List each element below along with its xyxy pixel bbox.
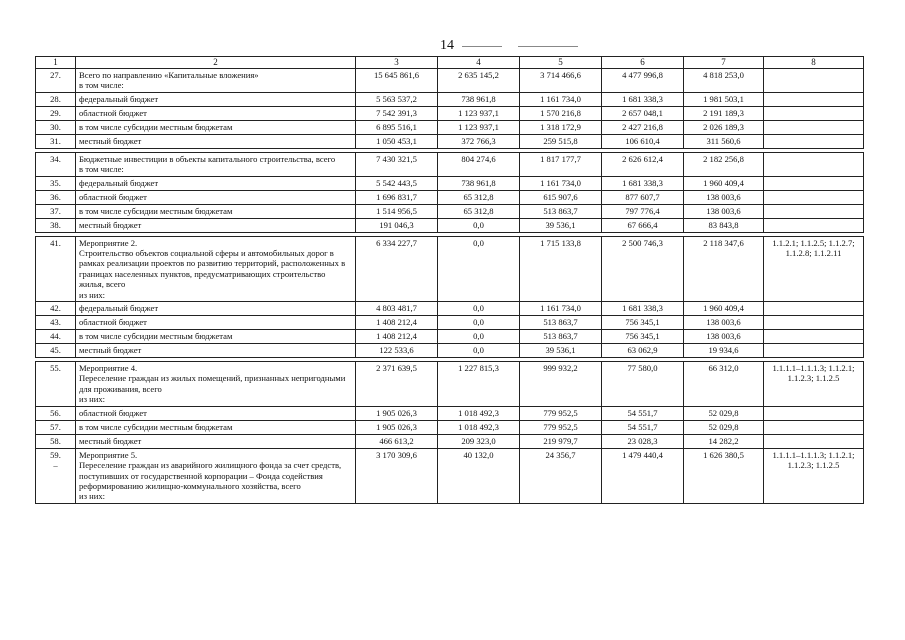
target-indicator-ref: 1.1.1.1–1.1.1.3; 1.1.2.1; 1.1.2.3; 1.1.2.5 xyxy=(764,448,864,503)
amount-cell: 40 132,0 xyxy=(438,448,520,503)
amount-cell: 1 626 380,5 xyxy=(684,448,764,503)
amount-cell: 738 961,8 xyxy=(438,92,520,106)
amount-cell: 219 979,7 xyxy=(520,434,602,448)
amount-cell: 1 018 492,3 xyxy=(438,420,520,434)
target-indicator-ref xyxy=(764,218,864,232)
scan-artifact xyxy=(518,46,578,47)
amount-cell: 999 932,2 xyxy=(520,362,602,407)
amount-cell: 2 182 256,8 xyxy=(684,152,764,176)
target-indicator-ref xyxy=(764,106,864,120)
table-row xyxy=(36,218,864,232)
amount-cell: 1 960 409,4 xyxy=(684,176,764,190)
amount-cell: 2 026 189,3 xyxy=(684,120,764,134)
amount-cell: 6 334 227,7 xyxy=(356,236,438,301)
column-number: 7 xyxy=(684,57,764,69)
page-number: 14 xyxy=(440,38,454,53)
budget-table-sheet xyxy=(35,56,864,504)
target-indicator-ref: 1.1.1.1–1.1.1.3; 1.1.2.1; 1.1.2.3; 1.1.2.5 xyxy=(764,362,864,407)
amount-cell: 5 542 443,5 xyxy=(356,176,438,190)
row-number: 57. xyxy=(36,420,76,434)
table-row xyxy=(36,344,864,358)
amount-cell: 1 479 440,4 xyxy=(602,448,684,503)
row-label: областной бюджет xyxy=(76,406,356,420)
amount-cell: 191 046,3 xyxy=(356,218,438,232)
amount-cell: 65 312,8 xyxy=(438,204,520,218)
amount-cell: 138 003,6 xyxy=(684,190,764,204)
column-number: 8 xyxy=(764,57,864,69)
amount-cell: 2 657 048,1 xyxy=(602,106,684,120)
target-indicator-ref xyxy=(764,69,864,93)
amount-cell: 65 312,8 xyxy=(438,190,520,204)
amount-cell: 2 635 145,2 xyxy=(438,69,520,93)
amount-cell: 1 715 133,8 xyxy=(520,236,602,301)
amount-cell: 83 843,8 xyxy=(684,218,764,232)
row-label: в том числе субсидии местным бюджетам xyxy=(76,420,356,434)
amount-cell: 738 961,8 xyxy=(438,176,520,190)
row-label: Бюджетные инвестиции в объекты капитального строительства, всего в том числе: xyxy=(76,152,356,176)
amount-cell: 5 563 537,2 xyxy=(356,92,438,106)
column-number: 3 xyxy=(356,57,438,69)
row-label: местный бюджет xyxy=(76,434,356,448)
row-number: 55. xyxy=(36,362,76,407)
amount-cell: 0,0 xyxy=(438,218,520,232)
row-label: Всего по направлению «Капитальные вложения» в том числе: xyxy=(76,69,356,93)
amount-cell: 756 345,1 xyxy=(602,316,684,330)
target-indicator-ref xyxy=(764,420,864,434)
row-label: в том числе субсидии местным бюджетам xyxy=(76,204,356,218)
table-row xyxy=(36,362,864,407)
amount-cell: 1 514 956,5 xyxy=(356,204,438,218)
row-label: Мероприятие 4. Переселение граждан из жилых помещений, признанных непригодными для проживания, всего из них: xyxy=(76,362,356,407)
row-number: 36. xyxy=(36,190,76,204)
column-number: 2 xyxy=(76,57,356,69)
amount-cell: 797 776,4 xyxy=(602,204,684,218)
amount-cell: 1 681 338,3 xyxy=(602,302,684,316)
target-indicator-ref xyxy=(764,176,864,190)
row-number: 43. xyxy=(36,316,76,330)
table-row xyxy=(36,92,864,106)
table-row xyxy=(36,236,864,301)
row-label: областной бюджет xyxy=(76,106,356,120)
scan-artifact xyxy=(462,46,502,47)
row-number: 41. xyxy=(36,236,76,301)
column-number: 6 xyxy=(602,57,684,69)
amount-cell: 877 607,7 xyxy=(602,190,684,204)
amount-cell: 1 050 453,1 xyxy=(356,134,438,148)
budget-table xyxy=(35,56,864,504)
amount-cell: 779 952,5 xyxy=(520,420,602,434)
row-number: 35. xyxy=(36,176,76,190)
amount-cell: 66 312,0 xyxy=(684,362,764,407)
table-row xyxy=(36,316,864,330)
row-number: 56. xyxy=(36,406,76,420)
table-row xyxy=(36,204,864,218)
row-number: 38. xyxy=(36,218,76,232)
amount-cell: 1 570 216,8 xyxy=(520,106,602,120)
amount-cell: 615 907,6 xyxy=(520,190,602,204)
row-label: федеральный бюджет xyxy=(76,176,356,190)
table-row xyxy=(36,152,864,176)
amount-cell: 1 681 338,3 xyxy=(602,176,684,190)
amount-cell: 1 227 815,3 xyxy=(438,362,520,407)
table-row xyxy=(36,434,864,448)
amount-cell: 804 274,6 xyxy=(438,152,520,176)
amount-cell: 1 318 172,9 xyxy=(520,120,602,134)
amount-cell: 138 003,6 xyxy=(684,204,764,218)
amount-cell: 2 427 216,8 xyxy=(602,120,684,134)
amount-cell: 1 817 177,7 xyxy=(520,152,602,176)
amount-cell: 2 118 347,6 xyxy=(684,236,764,301)
target-indicator-ref xyxy=(764,302,864,316)
target-indicator-ref xyxy=(764,344,864,358)
column-number: 1 xyxy=(36,57,76,69)
target-indicator-ref xyxy=(764,152,864,176)
row-label: в том числе субсидии местным бюджетам xyxy=(76,120,356,134)
column-number: 4 xyxy=(438,57,520,69)
amount-cell: 2 500 746,3 xyxy=(602,236,684,301)
amount-cell: 2 371 639,5 xyxy=(356,362,438,407)
amount-cell: 4 818 253,0 xyxy=(684,69,764,93)
amount-cell: 52 029,8 xyxy=(684,406,764,420)
amount-cell: 63 062,9 xyxy=(602,344,684,358)
amount-cell: 122 533,6 xyxy=(356,344,438,358)
amount-cell: 0,0 xyxy=(438,330,520,344)
row-number: 42. xyxy=(36,302,76,316)
table-row xyxy=(36,330,864,344)
amount-cell: 1 696 831,7 xyxy=(356,190,438,204)
column-number-row xyxy=(36,57,864,69)
row-number: 37. xyxy=(36,204,76,218)
amount-cell: 138 003,6 xyxy=(684,330,764,344)
table-row xyxy=(36,448,864,503)
column-number: 5 xyxy=(520,57,602,69)
target-indicator-ref xyxy=(764,330,864,344)
amount-cell: 1 123 937,1 xyxy=(438,120,520,134)
table-row xyxy=(36,406,864,420)
target-indicator-ref xyxy=(764,120,864,134)
amount-cell: 15 645 861,6 xyxy=(356,69,438,93)
row-number: 58. xyxy=(36,434,76,448)
amount-cell: 756 345,1 xyxy=(602,330,684,344)
amount-cell: 1 681 338,3 xyxy=(602,92,684,106)
amount-cell: 39 536,1 xyxy=(520,344,602,358)
target-indicator-ref xyxy=(764,316,864,330)
amount-cell: 77 580,0 xyxy=(602,362,684,407)
amount-cell: 14 282,2 xyxy=(684,434,764,448)
amount-cell: 311 560,6 xyxy=(684,134,764,148)
amount-cell: 54 551,7 xyxy=(602,420,684,434)
row-number: 30. xyxy=(36,120,76,134)
amount-cell: 106 610,4 xyxy=(602,134,684,148)
amount-cell: 6 895 516,1 xyxy=(356,120,438,134)
table-row xyxy=(36,134,864,148)
amount-cell: 52 029,8 xyxy=(684,420,764,434)
amount-cell: 4 477 996,8 xyxy=(602,69,684,93)
amount-cell: 2 191 189,3 xyxy=(684,106,764,120)
amount-cell: 1 161 734,0 xyxy=(520,302,602,316)
amount-cell: 466 613,2 xyxy=(356,434,438,448)
row-label: местный бюджет xyxy=(76,134,356,148)
table-row xyxy=(36,176,864,190)
amount-cell: 1 408 212,4 xyxy=(356,330,438,344)
amount-cell: 209 323,0 xyxy=(438,434,520,448)
target-indicator-ref: 1.1.2.1; 1.1.2.5; 1.1.2.7; 1.1.2.8; 1.1.2.11 xyxy=(764,236,864,301)
amount-cell: 0,0 xyxy=(438,316,520,330)
amount-cell: 513 863,7 xyxy=(520,316,602,330)
row-label: местный бюджет xyxy=(76,344,356,358)
target-indicator-ref xyxy=(764,92,864,106)
amount-cell: 23 028,3 xyxy=(602,434,684,448)
row-label: Мероприятие 5. Переселение граждан из аварийного жилищного фонда за счет средств, поступивших от государственной корпорации – Фонда содействия реформированию жилищно-коммунального хозяйства, всего из них: xyxy=(76,448,356,503)
amount-cell: 0,0 xyxy=(438,344,520,358)
table-row xyxy=(36,69,864,93)
amount-cell: 513 863,7 xyxy=(520,204,602,218)
row-number: 44. xyxy=(36,330,76,344)
amount-cell: 67 666,4 xyxy=(602,218,684,232)
amount-cell: 513 863,7 xyxy=(520,330,602,344)
amount-cell: 54 551,7 xyxy=(602,406,684,420)
amount-cell: 24 356,7 xyxy=(520,448,602,503)
amount-cell: 372 766,3 xyxy=(438,134,520,148)
amount-cell: 1 981 503,1 xyxy=(684,92,764,106)
amount-cell: 1 905 026,3 xyxy=(356,420,438,434)
amount-cell: 1 161 734,0 xyxy=(520,92,602,106)
row-number: 27. xyxy=(36,69,76,93)
row-label: областной бюджет xyxy=(76,190,356,204)
amount-cell: 1 161 734,0 xyxy=(520,176,602,190)
table-row xyxy=(36,420,864,434)
amount-cell: 779 952,5 xyxy=(520,406,602,420)
row-label: областной бюджет xyxy=(76,316,356,330)
row-label: в том числе субсидии местным бюджетам xyxy=(76,330,356,344)
row-number: 29. xyxy=(36,106,76,120)
target-indicator-ref xyxy=(764,134,864,148)
amount-cell: 7 542 391,3 xyxy=(356,106,438,120)
table-row xyxy=(36,190,864,204)
amount-cell: 0,0 xyxy=(438,302,520,316)
target-indicator-ref xyxy=(764,406,864,420)
amount-cell: 2 626 612,4 xyxy=(602,152,684,176)
amount-cell: 1 123 937,1 xyxy=(438,106,520,120)
amount-cell: 1 960 409,4 xyxy=(684,302,764,316)
amount-cell: 138 003,6 xyxy=(684,316,764,330)
amount-cell: 19 934,6 xyxy=(684,344,764,358)
table-row xyxy=(36,106,864,120)
amount-cell: 3 714 466,6 xyxy=(520,69,602,93)
row-number: 28. xyxy=(36,92,76,106)
amount-cell: 0,0 xyxy=(438,236,520,301)
row-number: 34. xyxy=(36,152,76,176)
amount-cell: 259 515,8 xyxy=(520,134,602,148)
table-row xyxy=(36,120,864,134)
amount-cell: 4 803 481,7 xyxy=(356,302,438,316)
row-label: федеральный бюджет xyxy=(76,92,356,106)
amount-cell: 1 408 212,4 xyxy=(356,316,438,330)
amount-cell: 3 170 309,6 xyxy=(356,448,438,503)
target-indicator-ref xyxy=(764,434,864,448)
table-row xyxy=(36,302,864,316)
row-label: Мероприятие 2. Строительство объектов социальной сферы и автомобильных дорог в рамках реализации проектов по развитию территорий, расположенных в границах населенных пунктов, предусматривающих строительство жилья, всего из них: xyxy=(76,236,356,301)
row-number: 45. xyxy=(36,344,76,358)
amount-cell: 7 430 321,5 xyxy=(356,152,438,176)
amount-cell: 39 536,1 xyxy=(520,218,602,232)
target-indicator-ref xyxy=(764,204,864,218)
row-label: местный бюджет xyxy=(76,218,356,232)
row-label: федеральный бюджет xyxy=(76,302,356,316)
row-number: 59. – xyxy=(36,448,76,503)
amount-cell: 1 905 026,3 xyxy=(356,406,438,420)
row-number: 31. xyxy=(36,134,76,148)
amount-cell: 1 018 492,3 xyxy=(438,406,520,420)
target-indicator-ref xyxy=(764,190,864,204)
